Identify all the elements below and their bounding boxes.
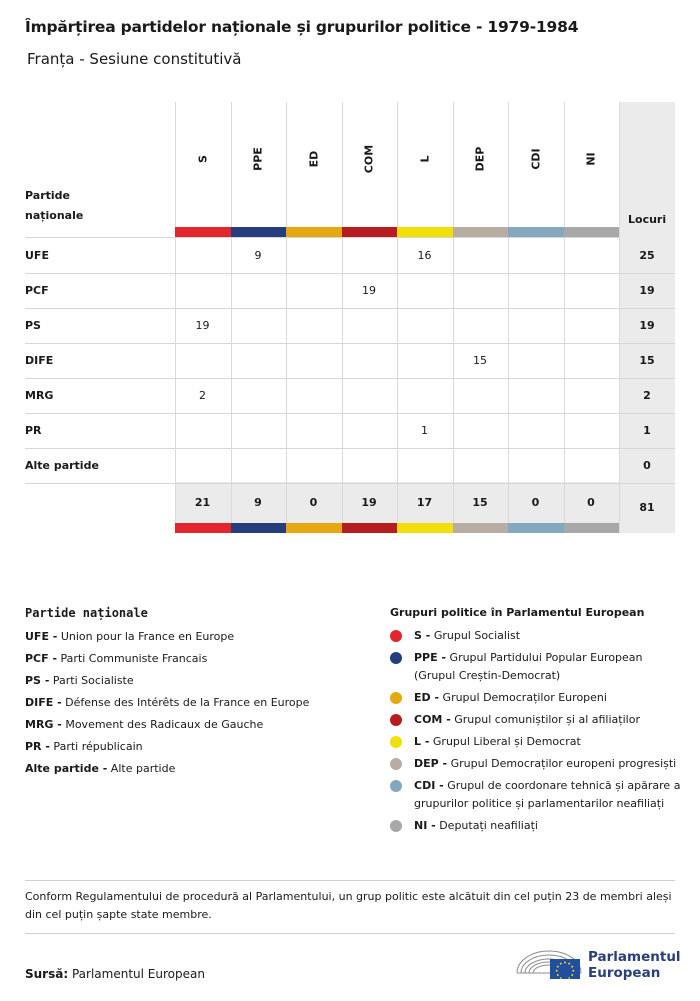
row-label-pcf: PCF	[25, 283, 49, 297]
column-header-label: DEP	[473, 146, 487, 172]
row-divider	[25, 483, 675, 484]
group-color-dot-icon	[390, 820, 402, 832]
legend-abbr: DEP -	[414, 757, 448, 770]
row-total: 0	[643, 458, 651, 472]
footnote: Conform Regulamentului de procedură al Parlamentului, un grup politic este alcătuit din cel puțin 23 de membri aleși din cel puțin șapte state membre.	[25, 890, 672, 921]
parliament-logo	[515, 943, 680, 983]
group-color-dot-icon	[390, 652, 402, 664]
group-color-dot-icon	[390, 736, 402, 748]
grand-total: 81	[639, 501, 655, 514]
political-group-legend-item	[390, 649, 685, 685]
group-color-dot-icon	[390, 758, 402, 770]
legend-name: Deputați neafiliați	[435, 819, 538, 832]
group-color-bar-top	[397, 227, 453, 237]
column-header-com	[342, 102, 397, 227]
row-header-label: Partide naționale	[25, 189, 84, 222]
column-total: 15	[472, 496, 488, 509]
group-color-bar-top	[453, 227, 509, 237]
group-color-dot-icon	[390, 630, 402, 642]
group-color-bar-top	[508, 227, 564, 237]
column-header-ed	[286, 102, 341, 227]
legend-abbr: PS -	[25, 674, 50, 687]
table-cell-value: 2	[199, 388, 206, 402]
group-color-bar-bottom	[453, 523, 509, 533]
table-cell-value: 1	[421, 423, 428, 437]
column-total: 0	[309, 496, 318, 509]
legend-abbr: CDI -	[414, 779, 444, 792]
column-total: 9	[254, 496, 262, 509]
legend-abbr: COM -	[414, 713, 451, 726]
legend-abbr: MRG -	[25, 718, 62, 731]
note-divider-bottom	[25, 933, 675, 934]
legend-abbr: PCF -	[25, 652, 58, 665]
column-header-label: ED	[307, 150, 320, 168]
page-title: Împărțirea partidelor naționale și grupurilor politice - 1979-1984	[25, 18, 579, 36]
legend-name: Grupul Partidului Popular European (Grupul Creștin-Democrat)	[414, 651, 643, 682]
legend-abbr: ED -	[414, 691, 440, 704]
row-total: 19	[639, 283, 655, 297]
column-header-dep	[453, 102, 508, 227]
column-header-cdi	[508, 102, 563, 227]
row-label-dife: DIFE	[25, 353, 54, 367]
legend-name: Grupul Democraților europeni progresiști	[447, 757, 677, 770]
column-header-label: PPE	[251, 147, 265, 171]
legend-abbr: NI -	[414, 819, 436, 832]
column-header-label: NI	[584, 152, 598, 166]
page-subtitle: Franța - Sesiune constitutivă	[27, 50, 242, 68]
legend-name: Grupul comuniștilor și al afiliaților	[450, 713, 640, 726]
group-color-bar-bottom	[175, 523, 231, 533]
table-cell-value: 16	[417, 248, 432, 262]
table-cell-value: 19	[362, 283, 376, 297]
political-group-legend-item	[390, 817, 685, 835]
legend-abbr: PPE -	[414, 651, 447, 664]
group-color-bar-bottom	[564, 523, 620, 533]
group-color-dot-icon	[390, 714, 402, 726]
row-divider	[25, 273, 675, 274]
political-group-legend-item	[390, 627, 685, 645]
header-divider	[25, 237, 619, 238]
national-party-legend-item	[25, 714, 309, 736]
political-group-legend-item	[390, 689, 685, 707]
row-label-alte-partide: Alte partide	[25, 458, 99, 472]
row-label-mrg: MRG	[25, 388, 54, 402]
table-cell-value: 15	[473, 353, 487, 367]
group-color-bar-bottom	[508, 523, 564, 533]
column-header-label: S	[196, 155, 209, 163]
row-total: 2	[643, 388, 651, 402]
legend-name: Grupul Socialist	[430, 629, 521, 642]
group-color-dot-icon	[390, 780, 402, 792]
column-header-label: COM	[362, 144, 376, 174]
group-color-bar-bottom	[397, 523, 453, 533]
political-group-legend-item	[390, 777, 685, 813]
row-divider	[25, 448, 675, 449]
group-color-bar-bottom	[231, 523, 287, 533]
total-header-label: Locuri	[628, 213, 667, 226]
national-party-legend-item	[25, 692, 309, 714]
group-color-bar-top	[564, 227, 620, 237]
row-label-ps: PS	[25, 318, 41, 332]
column-header-s	[175, 102, 230, 227]
legend-name: Parti Communiste Francais	[57, 652, 208, 665]
legend-abbr: L -	[414, 735, 430, 748]
national-party-legend-item	[25, 648, 309, 670]
group-color-bar-bottom	[342, 523, 398, 533]
column-header-label: L	[418, 155, 431, 163]
row-total: 1	[643, 423, 651, 437]
row-divider	[25, 343, 675, 344]
legend-abbr: DIFE -	[25, 696, 62, 709]
legend-name: Parti Socialiste	[49, 674, 134, 687]
note-divider-top	[25, 880, 675, 881]
row-total: 19	[639, 318, 655, 332]
parliament-logo-text: Parlamentul European	[588, 949, 681, 981]
column-total: 17	[416, 496, 433, 509]
column-total: 19	[361, 496, 377, 509]
source-line	[25, 967, 205, 981]
table-cell-value: 9	[254, 248, 262, 262]
legend-name: Défense des Intérêts de la France en Europe	[61, 696, 310, 709]
group-color-bar-bottom	[286, 523, 342, 533]
national-party-legend-item	[25, 670, 309, 692]
column-total: 21	[194, 496, 211, 509]
legend-name: Parti républicain	[49, 740, 143, 753]
national-parties-legend-title: Partide naționale	[25, 606, 148, 620]
column-header-label: CDI	[529, 148, 542, 170]
political-groups-legend	[390, 606, 685, 839]
column-header-ni	[564, 102, 619, 227]
legend-name: Union pour la France en Europe	[57, 630, 235, 643]
column-header-ppe	[231, 102, 286, 227]
legend-name: Grupul Democraților Europeni	[439, 691, 607, 704]
parliament-emblem-icon	[515, 943, 587, 983]
source-value: Parlamentul European	[71, 967, 205, 981]
legend-abbr: Alte partide -	[25, 762, 108, 775]
national-party-legend-item	[25, 736, 309, 758]
column-header-l	[397, 102, 452, 227]
row-divider	[25, 413, 675, 414]
group-color-bar-top	[342, 227, 398, 237]
legend-abbr: PR -	[25, 740, 50, 753]
row-label-ufe: UFE	[25, 248, 49, 262]
seat-distribution-table	[25, 102, 675, 533]
legend-name: Grupul Liberal și Democrat	[429, 735, 581, 748]
political-group-legend-item	[390, 711, 685, 729]
row-divider	[25, 378, 675, 379]
legend-name: Grupul de coordonare tehnică și apărare a grupurilor politice și parlamentarilor neafiliați	[414, 779, 681, 810]
row-divider	[25, 308, 675, 309]
national-parties-legend	[25, 606, 309, 780]
group-color-bar-top	[231, 227, 287, 237]
group-color-bar-top	[286, 227, 342, 237]
legend-abbr: S -	[414, 629, 431, 642]
political-group-legend-item	[390, 755, 685, 773]
column-total: 0	[587, 496, 595, 509]
row-total: 25	[639, 248, 655, 262]
legend-name: Alte partide	[107, 762, 176, 775]
row-label-pr: PR	[25, 423, 42, 437]
source-label: Sursă:	[25, 967, 69, 981]
column-total: 0	[531, 496, 540, 509]
political-groups-legend-title: Grupuri politice în Parlamentul European	[390, 606, 645, 619]
national-party-legend-item	[25, 626, 309, 648]
group-color-dot-icon	[390, 692, 402, 704]
legend-name: Movement des Radicaux de Gauche	[61, 718, 264, 731]
group-color-bar-top	[175, 227, 231, 237]
national-party-legend-item	[25, 758, 309, 780]
row-total: 15	[639, 353, 655, 367]
legend-abbr: UFE -	[25, 630, 58, 643]
table-cell-value: 19	[195, 318, 210, 332]
political-group-legend-item	[390, 733, 685, 751]
